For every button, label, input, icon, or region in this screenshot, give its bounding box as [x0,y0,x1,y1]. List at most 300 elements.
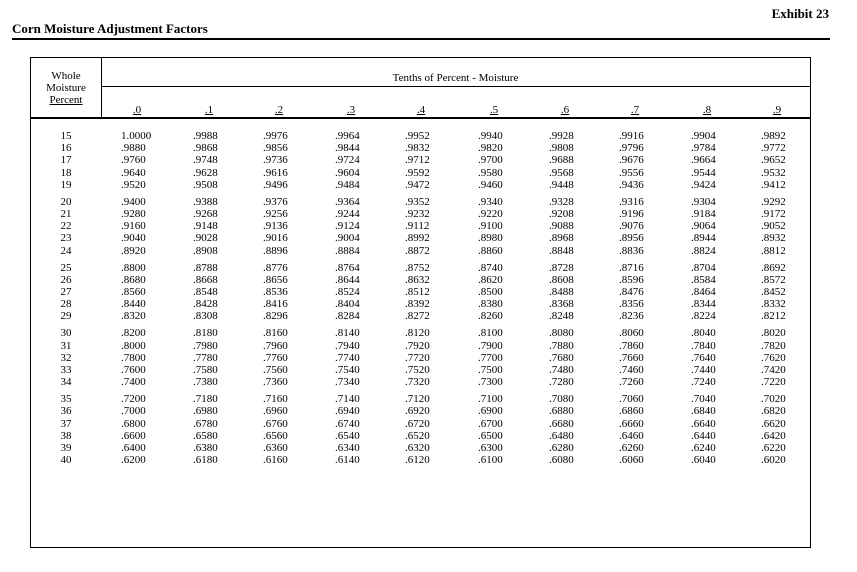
factor-cell: .8464 [691,286,716,298]
factor-cell: .9640 [121,166,146,179]
factor-cell: .8160 [263,327,288,340]
factor-cell: .8524 [335,286,360,298]
factor-cell: .8848 [549,244,574,257]
factor-cell: .9256 [263,208,288,220]
factor-cell: .6880 [549,405,574,418]
factor-cell: .8968 [549,232,574,245]
moisture-factor-table [30,57,811,548]
moisture-percent-cell: 21 [60,208,72,220]
factor-cell: .8500 [478,286,503,298]
factor-cell: .8692 [761,261,786,274]
factor-cell: .6760 [263,417,288,430]
stub-header-line: Moisture [46,81,86,94]
moisture-percent-cell: 27 [60,286,72,298]
factor-cell: .9148 [193,220,218,233]
factor-cell: .9604 [335,166,360,179]
factor-cell: .9856 [263,142,288,155]
factor-cell: .7020 [761,393,786,406]
factor-cell: .9448 [549,178,574,191]
column-header: .9 [772,104,782,116]
factor-cell: .6040 [691,454,716,467]
factor-cell: .8100 [478,327,503,340]
factor-cell: .8392 [405,298,430,311]
factor-cell: .8180 [193,327,218,340]
factor-cell: .7340 [335,376,360,389]
moisture-percent-cell: 40 [60,454,72,467]
factor-cell: .7580 [193,364,218,376]
factor-cell: .7540 [335,364,360,376]
factor-cell: .6100 [478,454,503,467]
factor-cell: .7380 [193,376,218,389]
factor-cell: .9520 [121,178,146,191]
factor-cell: .8668 [193,273,218,286]
factor-cell: .8980 [478,232,503,245]
factor-cell: .6420 [761,429,786,442]
factor-cell: .6440 [691,429,716,442]
factor-cell: .9196 [619,208,644,220]
factor-cell: .6920 [405,405,430,418]
factor-cell: .9652 [761,154,786,167]
factor-cell: .6700 [478,417,503,430]
factor-cell: .8416 [263,298,288,311]
factor-cell: .7740 [335,351,360,364]
factor-cell: .9952 [405,130,430,142]
factor-cell: .9664 [691,154,716,167]
factor-cell: .7900 [478,339,503,352]
column-header: .5 [489,104,499,116]
moisture-percent-cell: 35 [60,393,72,406]
factor-cell: .9628 [193,166,218,179]
factor-cell: .9388 [193,195,218,208]
factor-cell: .9220 [478,208,503,220]
factor-cell: .9340 [478,195,503,208]
factor-cell: .9352 [405,195,430,208]
factor-cell: .8608 [549,273,574,286]
factor-cell: .8956 [619,232,644,245]
factor-cell: .8440 [121,298,146,311]
moisture-percent-cell: 29 [60,310,72,323]
factor-cell: .9400 [121,195,146,208]
factor-cell: .7220 [761,376,786,389]
factor-cell: .8584 [691,273,716,286]
factor-cell: .9004 [335,232,360,245]
factor-cell: .7520 [405,364,430,376]
factor-cell: .9412 [761,178,786,191]
factor-cell: .7180 [193,393,218,406]
column-header: .6 [560,104,570,116]
factor-cell: .7260 [619,376,644,389]
moisture-percent-cell: 18 [60,166,72,179]
factor-cell: .9508 [193,178,218,191]
factor-cell: .8272 [405,310,430,323]
factor-cell: .9064 [691,220,716,233]
factor-cell: .9964 [335,130,360,142]
factor-cell: .9088 [549,220,574,233]
moisture-percent-cell: 34 [60,376,72,389]
moisture-percent-cell: 26 [60,273,72,286]
factor-cell: .8344 [691,298,716,311]
factor-cell: .8080 [549,327,574,340]
factor-cell: .8824 [691,244,716,257]
factor-cell: .8644 [335,273,360,286]
factor-cell: .6220 [761,442,786,454]
factor-cell: .9712 [405,154,430,167]
factor-cell: .8284 [335,310,360,323]
factor-cell: .9532 [761,166,786,179]
factor-cell: .9040 [121,232,146,245]
factor-cell: .8548 [193,286,218,298]
factor-cell: .7980 [193,339,218,352]
factor-cell: .8332 [761,298,786,311]
factor-cell: .7860 [619,339,644,352]
factor-cell: .8752 [405,261,430,274]
factor-cell: .8512 [405,286,430,298]
factor-cell: .9940 [478,130,503,142]
factor-cell: .7320 [405,376,430,389]
factor-cell: .7720 [405,351,430,364]
factor-cell: .9208 [549,208,574,220]
stub-header-line: Whole [51,69,81,82]
factor-cell: .6740 [335,417,360,430]
factor-cell: .6900 [478,405,503,418]
factor-cell: .9808 [549,142,574,155]
factor-cell: .8704 [691,261,716,274]
factor-cell: .6840 [691,405,716,418]
moisture-percent-cell: 16 [60,142,72,155]
factor-cell: .6820 [761,405,786,418]
factor-cell: .9076 [619,220,644,233]
factor-cell: .6780 [193,417,218,430]
factor-cell: .7420 [761,364,786,376]
factor-cell: .9124 [335,220,360,233]
factor-cell: .9592 [405,166,430,179]
factor-cell: .7660 [619,351,644,364]
column-header: .4 [416,104,426,116]
factor-cell: .8812 [761,244,786,257]
factor-cell: .9436 [619,178,644,191]
factor-cell: .6060 [619,454,644,467]
factor-cell: .6400 [121,442,146,454]
factor-cell: .8728 [549,261,574,274]
factor-cell: .9328 [549,195,574,208]
column-header: .7 [630,104,640,116]
factor-cell: .7680 [549,351,574,364]
factor-cell: .6080 [549,454,574,467]
factor-cell: .9892 [761,130,786,142]
factor-cell: .7560 [263,364,288,376]
span-header: Tenths of Percent - Moisture [392,72,519,84]
exhibit-label: Exhibit 23 [771,6,829,21]
moisture-percent-cell: 32 [60,351,72,364]
factor-cell: .8800 [121,261,146,274]
factor-cell: .9844 [335,142,360,155]
factor-cell: .9748 [193,154,218,167]
factor-cell: .9268 [193,208,218,220]
factor-cell: .7920 [405,339,430,352]
factor-cell: .9688 [549,154,574,167]
factor-cell: .7280 [549,376,574,389]
factor-cell: .9028 [193,232,218,245]
factor-cell: .8320 [121,310,146,323]
factor-cell: .9868 [193,142,218,155]
factor-cell: .7160 [263,393,288,406]
factor-cell: .9676 [619,154,644,167]
factor-cell: .8060 [619,327,644,340]
factor-cell: .9172 [761,208,786,220]
factor-cell: .8020 [761,327,786,340]
factor-cell: .6500 [478,429,503,442]
factor-cell: .6300 [478,442,503,454]
factor-cell: .6120 [405,454,430,467]
factor-cell: .8452 [761,286,786,298]
moisture-percent-cell: 19 [60,178,72,191]
factor-cell: .8860 [478,244,503,257]
factor-cell: .8040 [691,327,716,340]
factor-cell: .6180 [193,454,218,467]
factor-cell: .7880 [549,339,574,352]
moisture-percent-cell: 37 [60,417,72,430]
factor-cell: .8884 [335,244,360,257]
factor-cell: .9916 [619,130,644,142]
factor-cell: .7400 [121,376,146,389]
moisture-percent-cell: 30 [60,327,72,340]
factor-cell: .6580 [193,429,218,442]
moisture-percent-cell: 20 [60,195,72,208]
factor-cell: .8836 [619,244,644,257]
factor-cell: .9760 [121,154,146,167]
moisture-percent-cell: 36 [60,405,72,418]
factor-cell: .6680 [549,417,574,430]
factor-cell: .9988 [193,130,218,142]
stub-header-line: Percent [49,93,83,106]
factor-cell: .8920 [121,244,146,257]
factor-cell: .7760 [263,351,288,364]
moisture-percent-cell: 39 [60,442,72,454]
factor-cell: .9376 [263,195,288,208]
moisture-percent-cell: 23 [60,232,72,245]
factor-cell: .8788 [193,261,218,274]
factor-cell: .7080 [549,393,574,406]
factor-cell: .9244 [335,208,360,220]
factor-cell: .8872 [405,244,430,257]
factor-cell: .8368 [549,298,574,311]
factor-cell: .9724 [335,154,360,167]
factor-cell: .7460 [619,364,644,376]
column-header: .1 [204,104,214,116]
factor-cell: .6280 [549,442,574,454]
factor-cell: .8428 [193,298,218,311]
factor-cell: .7200 [121,393,146,406]
factor-cell: .6940 [335,405,360,418]
header-bottom-rule [31,117,810,119]
header-divider [101,58,102,117]
factor-cell: .9784 [691,142,716,155]
moisture-percent-cell: 33 [60,364,72,376]
factor-cell: .8212 [761,310,786,323]
factor-cell: .7480 [549,364,574,376]
factor-cell: .6860 [619,405,644,418]
factor-cell: .7700 [478,351,503,364]
factor-cell: .8476 [619,286,644,298]
factor-cell: .8140 [335,327,360,340]
factor-cell: .8680 [121,273,146,286]
factor-cell: .8596 [619,273,644,286]
factor-cell: .7240 [691,376,716,389]
factor-cell: .6340 [335,442,360,454]
moisture-percent-cell: 24 [60,244,72,257]
factor-cell: .9556 [619,166,644,179]
factor-cell: .8236 [619,310,644,323]
factor-cell: .6720 [405,417,430,430]
factor-cell: .9568 [549,166,574,179]
factor-cell: .9184 [691,208,716,220]
factor-cell: .8764 [335,261,360,274]
factor-cell: .8740 [478,261,503,274]
factor-cell: .7620 [761,351,786,364]
column-header: .8 [702,104,712,116]
factor-cell: .7600 [121,364,146,376]
moisture-percent-cell: 28 [60,298,72,311]
column-header: .0 [132,104,142,116]
factor-cell: .6140 [335,454,360,467]
factor-cell: .7780 [193,351,218,364]
factor-cell: .7120 [405,393,430,406]
factor-cell: .6640 [691,417,716,430]
factor-cell: .7300 [478,376,503,389]
moisture-percent-cell: 22 [60,220,72,233]
factor-cell: .9472 [405,178,430,191]
factor-cell: .8632 [405,273,430,286]
factor-cell: .6160 [263,454,288,467]
factor-cell: .9832 [405,142,430,155]
factor-cell: .9820 [478,142,503,155]
factor-cell: .9160 [121,220,146,233]
factor-cell: .7100 [478,393,503,406]
factor-cell: .8992 [405,232,430,245]
factor-cell: .6480 [549,429,574,442]
factor-cell: .7940 [335,339,360,352]
factor-cell: .6960 [263,405,288,418]
page-title: Corn Moisture Adjustment Factors [12,21,208,36]
factor-cell: .8896 [263,244,288,257]
factor-cell: .8224 [691,310,716,323]
factor-cell: .9364 [335,195,360,208]
factor-cell: .7960 [263,339,288,352]
factor-cell: .8260 [478,310,503,323]
factor-cell: .8560 [121,286,146,298]
factor-cell: .9016 [263,232,288,245]
factor-cell: .7840 [691,339,716,352]
factor-cell: .7360 [263,376,288,389]
factor-cell: .8380 [478,298,503,311]
factor-cell: .7440 [691,364,716,376]
factor-cell: .9424 [691,178,716,191]
factor-cell: .8944 [691,232,716,245]
factor-cell: .6660 [619,417,644,430]
factor-cell: .9460 [478,178,503,191]
factor-cell: .8404 [335,298,360,311]
factor-cell: .6600 [121,429,146,442]
factor-cell: .9700 [478,154,503,167]
factor-cell: .8656 [263,273,288,286]
factor-cell: .8536 [263,286,288,298]
factor-cell: .7040 [691,393,716,406]
factor-cell: .9736 [263,154,288,167]
factor-cell: .9796 [619,142,644,155]
factor-cell: .9880 [121,142,146,155]
factor-cell: .6320 [405,442,430,454]
factor-cell: .6520 [405,429,430,442]
factor-cell: .9496 [263,178,288,191]
factor-cell: .8308 [193,310,218,323]
factor-cell: .6200 [121,454,146,467]
factor-cell: .7800 [121,351,146,364]
factor-cell: .6620 [761,417,786,430]
factor-cell: .6240 [691,442,716,454]
factor-cell: .9484 [335,178,360,191]
factor-cell: 1.0000 [121,130,152,142]
factor-cell: .8908 [193,244,218,257]
factor-cell: .6380 [193,442,218,454]
factor-cell: .9976 [263,130,288,142]
factor-cell: .8356 [619,298,644,311]
factor-cell: .8716 [619,261,644,274]
factor-cell: .9136 [263,220,288,233]
factor-cell: .6980 [193,405,218,418]
factor-cell: .8296 [263,310,288,323]
factor-cell: .9772 [761,142,786,155]
factor-cell: .8200 [121,327,146,340]
factor-cell: .9232 [405,208,430,220]
factor-cell: .6460 [619,429,644,442]
factor-cell: .8932 [761,232,786,245]
factor-cell: .9580 [478,166,503,179]
factor-cell: .6260 [619,442,644,454]
factor-cell: .9544 [691,166,716,179]
column-header: .2 [274,104,284,116]
factor-cell: .9052 [761,220,786,233]
factor-cell: .9904 [691,130,716,142]
moisture-percent-cell: 31 [60,339,72,352]
title-rule [12,38,830,40]
factor-cell: .7060 [619,393,644,406]
factor-cell: .8620 [478,273,503,286]
factor-cell: .6560 [263,429,288,442]
factor-cell: .9304 [691,195,716,208]
factor-cell: .6540 [335,429,360,442]
moisture-percent-cell: 15 [60,130,72,142]
factor-cell: .9112 [405,220,430,233]
factor-cell: .7140 [335,393,360,406]
factor-cell: .8120 [405,327,430,340]
factor-cell: .8776 [263,261,288,274]
factor-cell: .8248 [549,310,574,323]
factor-cell: .6020 [761,454,786,467]
factor-cell: .9100 [478,220,503,233]
moisture-percent-cell: 38 [60,429,72,442]
moisture-percent-cell: 17 [60,154,72,167]
factor-cell: .9316 [619,195,644,208]
factor-cell: .9928 [549,130,574,142]
factor-cell: .7640 [691,351,716,364]
factor-cell: .6800 [121,417,146,430]
stub-header [31,58,101,117]
factor-cell: .6360 [263,442,288,454]
factor-cell: .7000 [121,405,146,418]
factor-cell: .8000 [121,339,146,352]
factor-cell: .9292 [761,195,786,208]
factor-cell: .9280 [121,208,146,220]
